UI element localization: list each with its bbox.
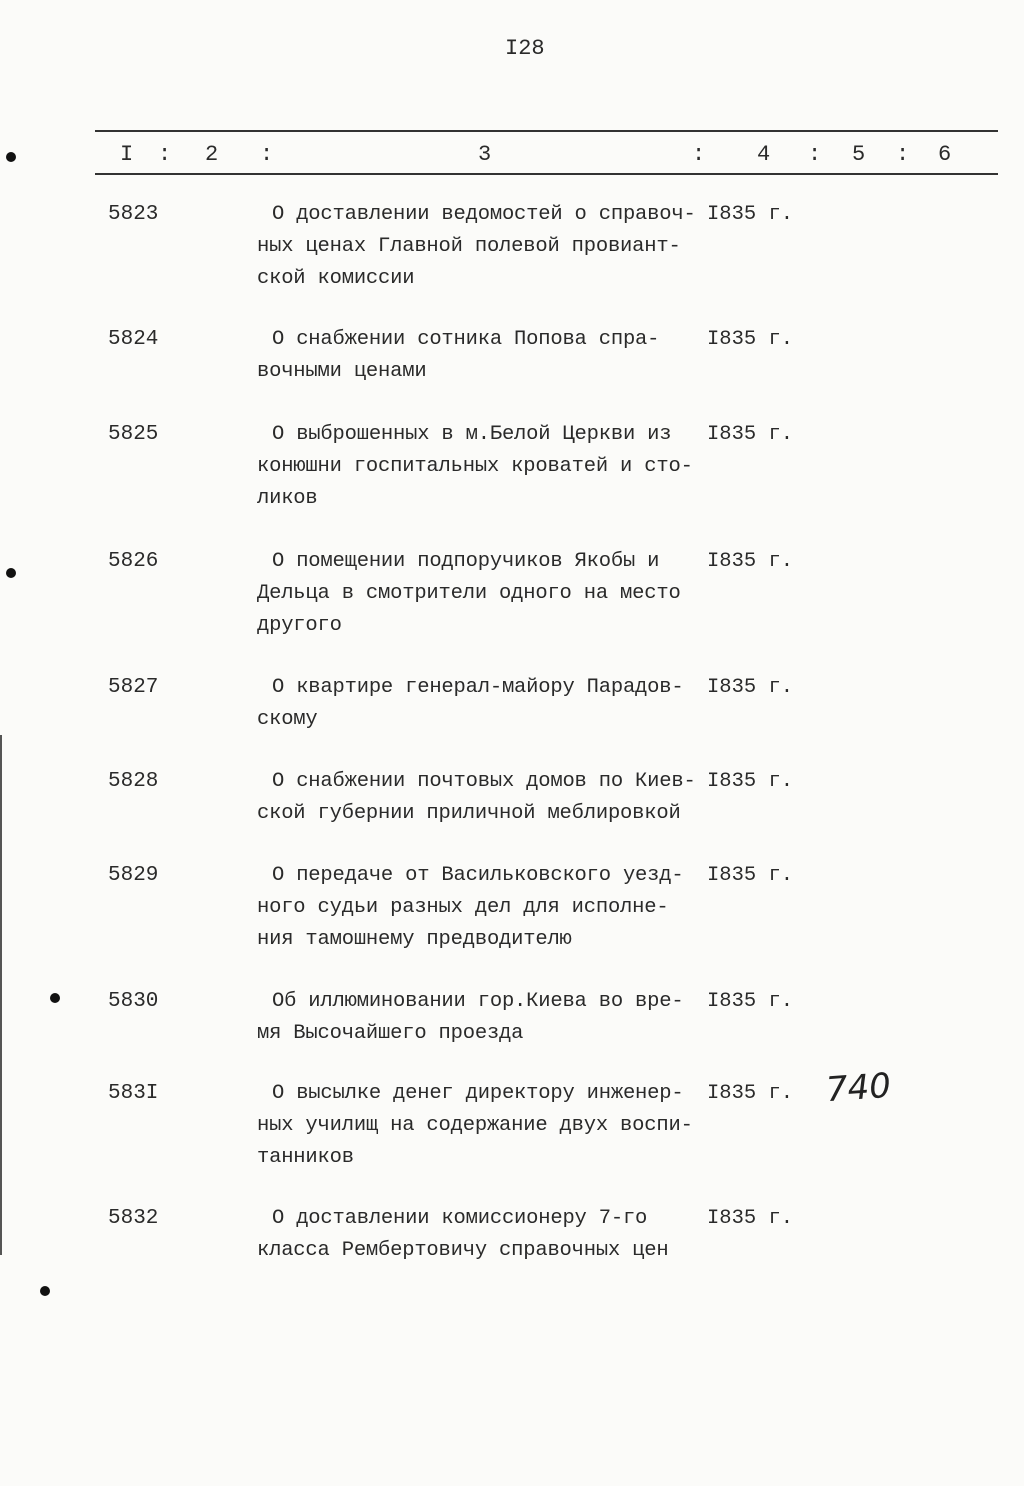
- entry-text-line: ных училищ на содержание двух воспи-: [257, 1114, 693, 1137]
- punch-hole: [6, 152, 16, 162]
- entry-text-line: О доставлении ведомостей о справоч-: [272, 203, 696, 226]
- entry-year: I835 г.: [707, 990, 794, 1013]
- entry-year: I835 г.: [707, 203, 794, 226]
- entry-text-line: ных ценах Главной полевой провиант-: [257, 235, 681, 258]
- entry-text-line: О доставлении комиссионеру 7-го: [272, 1207, 648, 1230]
- entry-text-line: О снабжении сотника Попова спра-: [272, 328, 660, 351]
- entry-text-line: О высылке денег директору инженер-: [272, 1082, 684, 1105]
- entry-text-line: вочными ценами: [257, 360, 427, 383]
- entry-text-line: мя Высочайшего проезда: [257, 1022, 524, 1045]
- binding-edge: [0, 735, 2, 1255]
- column-separator: :: [260, 142, 274, 167]
- entry-number: 5829: [108, 864, 159, 887]
- entry-number: 5825: [108, 423, 159, 446]
- header-top-rule: [95, 130, 998, 132]
- column-header-6: 6: [938, 142, 952, 167]
- punch-hole: [40, 1286, 50, 1296]
- entry-text-line: О снабжении почтовых домов по Киев-: [272, 770, 696, 793]
- column-header-2: 2: [205, 142, 219, 167]
- column-header-4: 4: [757, 142, 771, 167]
- entry-year: I835 г.: [707, 328, 794, 351]
- entry-text-line: О передаче от Васильковского уезд-: [272, 864, 684, 887]
- column-header-1: I: [120, 142, 134, 167]
- column-separator: :: [692, 142, 706, 167]
- entry-text-line: ской губернии приличной меблировкой: [257, 802, 681, 825]
- column-separator: :: [896, 142, 910, 167]
- entry-text-line: О выброшенных в м.Белой Церкви из: [272, 423, 672, 446]
- entry-text-line: скому: [257, 708, 318, 731]
- entry-number: 5824: [108, 328, 159, 351]
- header-bottom-rule: [95, 173, 998, 175]
- entry-number: 5827: [108, 676, 159, 699]
- column-separator: :: [808, 142, 822, 167]
- entry-text-line: ного судьи разных дел для исполне-: [257, 896, 669, 919]
- entry-year: I835 г.: [707, 1207, 794, 1230]
- entry-number: 5826: [108, 550, 159, 573]
- entry-text-line: ликов: [257, 487, 318, 510]
- entry-text-line: ской комиссии: [257, 267, 415, 290]
- entry-number: 5832: [108, 1207, 159, 1230]
- entry-text-line: другого: [257, 614, 342, 637]
- entry-text-line: О помещении подпоручиков Якобы и: [272, 550, 660, 573]
- entry-number: 5828: [108, 770, 159, 793]
- column-header-3: 3: [478, 142, 492, 167]
- entry-text-line: Дельца в смотрители одного на место: [257, 582, 681, 605]
- entry-text-line: танников: [257, 1146, 354, 1169]
- entry-text-line: Об иллюминовании гор.Киева во вре-: [272, 990, 684, 1013]
- punch-hole: [50, 993, 60, 1003]
- column-separator: :: [158, 142, 172, 167]
- handwritten-note: 740: [824, 1065, 893, 1111]
- entry-year: I835 г.: [707, 423, 794, 446]
- entry-year: I835 г.: [707, 770, 794, 793]
- entry-number: 5823: [108, 203, 159, 226]
- page-number: I28: [505, 36, 545, 61]
- column-header-5: 5: [852, 142, 866, 167]
- entry-year: I835 г.: [707, 864, 794, 887]
- entry-text-line: ния тамошнему предводителю: [257, 928, 572, 951]
- entry-year: I835 г.: [707, 676, 794, 699]
- entry-text-line: конюшни госпитальных кроватей и сто-: [257, 455, 693, 478]
- entry-year: I835 г.: [707, 1082, 794, 1105]
- punch-hole: [6, 568, 16, 578]
- entry-text-line: О квартире генерал-майору Парадов-: [272, 676, 684, 699]
- entry-number: 5830: [108, 990, 159, 1013]
- entry-text-line: класса Рембертовичу справочных цен: [257, 1239, 669, 1262]
- entry-number: 583I: [108, 1082, 159, 1105]
- entry-year: I835 г.: [707, 550, 794, 573]
